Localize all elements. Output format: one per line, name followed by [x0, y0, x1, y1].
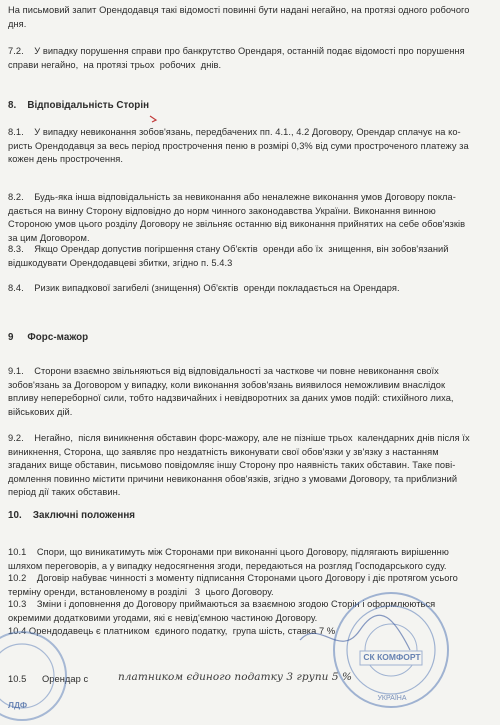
- handwritten-tax-status: платником єдиного податку 3 групи 5 %: [118, 671, 352, 683]
- heading-section-10: 10. Заключні положення: [8, 510, 136, 521]
- paragraph-8-3: 8.3. Якщо Орендар допустив погіршення стану Об'єктів оренди або їх знищення, він зобов'язаний відшкодувати Орендодавцеві збитки, згідно п. 5.4.3: [8, 244, 449, 268]
- stamp-company-name: СК КОМФОРТ: [363, 652, 421, 662]
- paragraph-top: На письмовий запит Орендодавця такі відомості повинні бути надані негайно, на протязі одного робочого дня.: [8, 5, 470, 29]
- paragraph-9-2: 9.2. Негайно, після виникнення обставин форс-мажору, але не пізніше трьох календарних днів після їх виникнення, Сторона, що заявляє про нездатність виконувати свої обов'язки у зв'язку з настанням згаданих вище обставин, письмово повідомляє іншу Сторону про наявність таких обставин. Таке пові- домлення повинно містити причини невиконання обов'язків, згідно з умовами Договору, та приблизний період дії таких обставин.: [8, 433, 470, 497]
- stamp-left-label: ЛДФ: [8, 700, 28, 710]
- heading-section-9: 9 Форс-мажор: [8, 332, 89, 343]
- paragraph-8-1: 8.1. У випадку невиконання зобов'язань, передбачених пп. 4.1., 4.2 Договору, Орендар сплачує на ко- ристь Орендодавця за весь період прострочення пеню в розмірі 0,3% від суми простроченого платежу за кожен день прострочення.: [8, 127, 469, 164]
- stamp-country: УКРАЇНА: [377, 695, 407, 702]
- paragraph-10-1: 10.1 Спори, що виникатимуть між Сторонами при виконанні цього Договору, підлягають вирішенню шляхом переговорів, а у випадку недосягнення згоди, передаються на розгляд Господарського суду.: [8, 547, 449, 571]
- paragraph-7-2: 7.2. У випадку порушення справи про банкрутство Орендаря, останній подає відомості про порушення справи негайно, на протязі трьох робочих днів.: [8, 46, 465, 70]
- paragraph-10-3: 10.3 Зміни і доповнення до Договору приймаються за взаємною згодою Сторін і оформлюються окремими додатковими угодами, які є невід'ємною частиною Договору.: [8, 599, 436, 623]
- heading-section-8: 8. Відповідальність Сторін: [8, 100, 150, 111]
- paragraph-10-2: 10.2 Договір набуває чинності з моменту підписання Сторонами цього Договору і діє протягом усього терміну оренди, встановленому в розділі 3 цього Договору.: [8, 573, 458, 597]
- paragraph-10-5-number: 10.5: [8, 674, 27, 684]
- paragraph-10-4: 10.4 Орендодавець є платником єдиного податку, група шість, ставка 7 %: [8, 626, 336, 636]
- paragraph-8-2: 8.2. Будь-яка інша відповідальність за невиконання або неналежне виконання умов Договору покла- дається на винну Сторону відповідно до норм чинного законодавства України. Виконання винною Стороною умов цього розділу Договору не звільняє останню від виконання прийнятих на себе обов'язків за цим Договором.: [8, 192, 466, 243]
- company-stamp-right: [334, 593, 448, 707]
- paragraph-10-5-text: Орендар с: [42, 674, 89, 684]
- paragraph-9-1: 9.1. Сторони взаємно звільняються від відповідальності за часткове чи повне невиконання своїх зобов'язань за Договором у випадку, коли виконання зобов'язань виявилося неможливим внаслідок впливу непереборної сили, тобто надзвичайних і невідворотних за даних умов подій: стихійного лиха, військових дій.: [8, 366, 454, 417]
- paragraph-8-4: 8.4. Ризик випадкової загибелі (знищення) Об'єктів оренди покладається на Орендаря.: [8, 283, 400, 293]
